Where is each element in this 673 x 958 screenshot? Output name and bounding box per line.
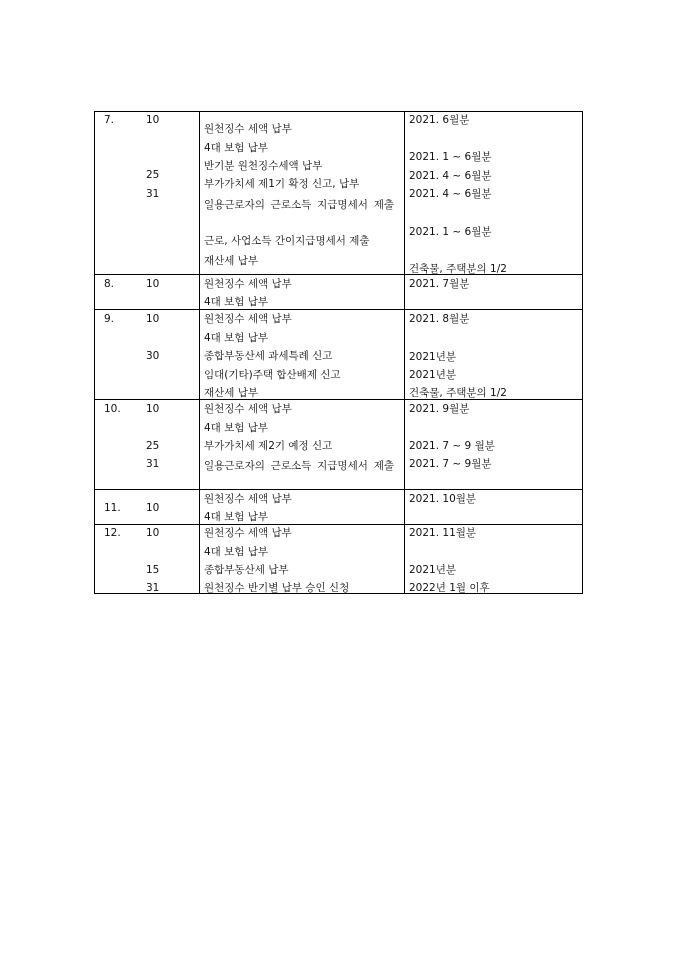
task-cell: 종합부동산세 과세특례 신고 (204, 350, 333, 362)
task-cell: 일용근로자의 근로소득 지급명세서 제출 (204, 460, 394, 472)
note-cell: 건축물, 주택분의 1/2 (409, 387, 507, 399)
note-cell: 2021년분 (409, 369, 457, 381)
day-cell: 10 (146, 502, 160, 514)
task-cell: 원천징수 세액 납부 (204, 493, 292, 505)
task-cell: 원천징수 세액 납부 (204, 313, 292, 325)
task-cell: 부가가치세 제1기 확정 신고, 납부 (204, 178, 360, 190)
schedule-section-november (95, 489, 582, 525)
schedule-section-september (95, 309, 582, 400)
note-cell: 2021. 11월분 (409, 527, 477, 539)
day-cell: 15 (146, 564, 160, 576)
month-cell: 8. (104, 278, 115, 290)
task-cell: 일용근로자의 근로소득 지급명세서 제출 (204, 199, 394, 211)
task-cell: 원천징수 세액 납부 (204, 403, 292, 415)
note-cell: 2021. 9월분 (409, 403, 470, 415)
month-cell: 7. (104, 114, 115, 126)
note-cell: 2021. 1 ~ 6월분 (409, 151, 492, 163)
note-cell: 건축물, 주택분의 1/2 (409, 263, 507, 275)
task-cell: 근로, 사업소득 간이지급명세서 제출 (204, 235, 370, 247)
day-cell: 25 (146, 440, 160, 452)
task-cell: 반기분 원천징수세액 납부 (204, 160, 323, 172)
task-cell: 원천징수 세액 납부 (204, 123, 292, 135)
task-cell: 재산세 납부 (204, 387, 259, 399)
task-cell: 원천징수 세액 납부 (204, 278, 292, 290)
day-cell: 10 (146, 313, 160, 325)
note-cell: 2021. 7 ~ 9월분 (409, 458, 492, 470)
tax-schedule-table (94, 111, 583, 594)
task-cell: 부가가치세 제2기 예정 신고 (204, 440, 333, 452)
note-cell: 2021. 7월분 (409, 278, 470, 290)
task-cell: 4대 보험 납부 (204, 296, 269, 308)
day-cell: 30 (146, 350, 160, 362)
task-cell: 원천징수 세액 납부 (204, 527, 292, 539)
task-cell: 4대 보험 납부 (204, 422, 269, 434)
schedule-section-august (95, 274, 582, 310)
task-cell: 4대 보험 납부 (204, 142, 269, 154)
task-cell: 4대 보험 납부 (204, 546, 269, 558)
day-cell: 31 (146, 458, 160, 470)
task-cell: 4대 보험 납부 (204, 511, 269, 523)
month-cell: 12. (104, 527, 121, 539)
task-cell: 종합부동산세 납부 (204, 564, 289, 576)
day-cell: 25 (146, 169, 160, 181)
schedule-section-december (95, 524, 582, 595)
schedule-section-july (95, 112, 582, 274)
schedule-section-october (95, 399, 582, 490)
note-cell: 2021. 10월분 (409, 493, 477, 505)
month-cell: 11. (104, 502, 121, 514)
note-cell: 2021. 4 ~ 6월분 (409, 170, 492, 182)
note-cell: 2021. 8월분 (409, 313, 470, 325)
note-cell: 2021. 4 ~ 6월분 (409, 188, 492, 200)
month-cell: 10. (104, 403, 121, 415)
note-cell: 2021. 6월분 (409, 114, 470, 126)
note-cell: 2021. 7 ~ 9 월분 (409, 440, 495, 452)
note-cell: 2021. 1 ~ 6월분 (409, 226, 492, 238)
day-cell: 31 (146, 188, 160, 200)
task-cell: 재산세 납부 (204, 255, 259, 267)
note-cell: 2021년분 (409, 351, 457, 363)
note-cell: 2022년 1월 이후 (409, 582, 490, 594)
day-cell: 31 (146, 582, 160, 594)
day-cell: 10 (146, 278, 160, 290)
task-cell: 4대 보험 납부 (204, 332, 269, 344)
column-divider-task (199, 112, 200, 593)
column-divider-note (404, 112, 405, 593)
note-cell: 2021년분 (409, 564, 457, 576)
day-cell: 10 (146, 527, 160, 539)
day-cell: 10 (146, 114, 160, 126)
day-cell: 10 (146, 403, 160, 415)
month-cell: 9. (104, 313, 115, 325)
task-cell: 원천징수 반기별 납부 승인 신청 (204, 582, 350, 594)
task-cell: 임대(기타)주택 합산배제 신고 (204, 369, 341, 381)
